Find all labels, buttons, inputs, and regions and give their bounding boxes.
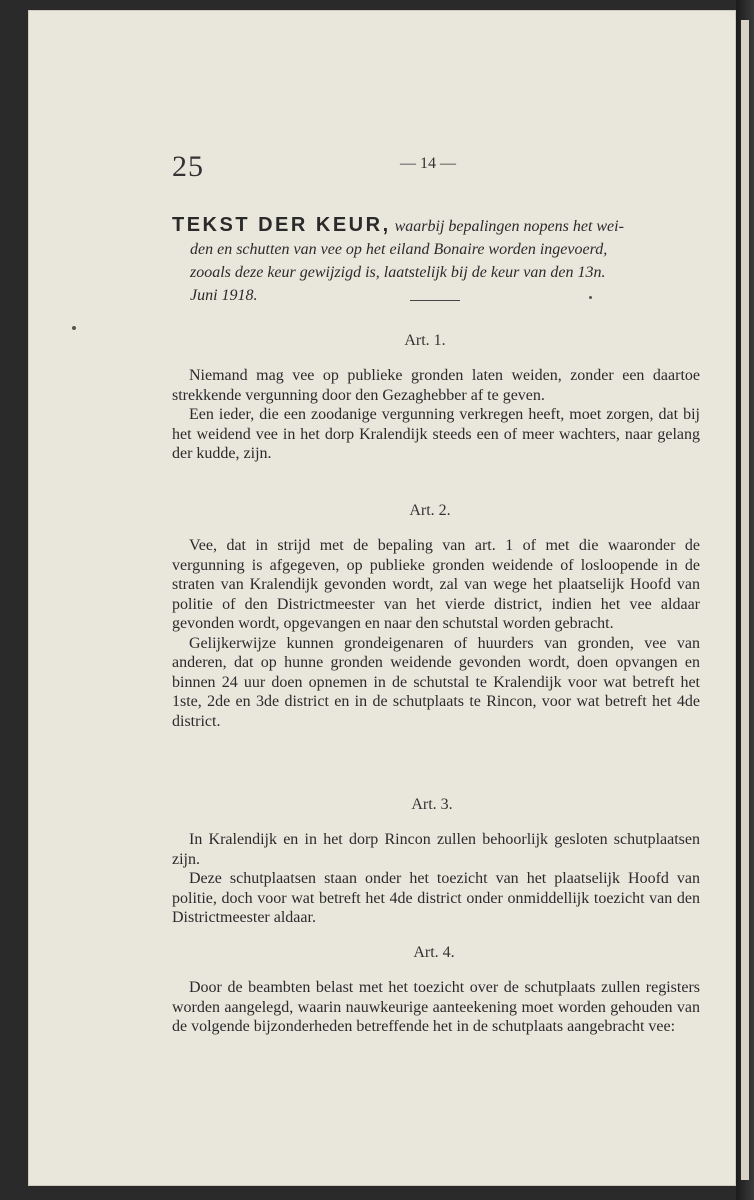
article-body bbox=[172, 536, 700, 731]
speck-mark bbox=[72, 326, 76, 330]
article-heading: Art. 4. bbox=[413, 944, 455, 961]
adjacent-page-edge bbox=[741, 20, 749, 1180]
title-line: waarbij bepalingen nopens het wei- bbox=[394, 218, 624, 235]
page-number: — 14 — bbox=[400, 155, 456, 172]
article-heading: Art. 3. bbox=[411, 796, 453, 813]
article-paragraph: Een ieder, die een zoodanige vergunning verkregen heeft, moet zorgen, dat bij het weidend vee in het dorp Kralendijk steeds een of meer wachters, naar gelang der kudde, zijn. bbox=[172, 406, 700, 462]
title-block bbox=[172, 214, 700, 307]
article-paragraph: Door de beambten belast met het toezicht over de schutplaats zullen registers worden aangelegd, waarin nauwkeurige aanteekening moet worden gehouden van de volgende bijzonderheden betreffende het in de schutplaats aangebracht vee: bbox=[172, 979, 700, 1035]
article-heading: Art. 1. bbox=[404, 332, 446, 349]
title-line: den en schutten van vee op het eiland Bonaire worden ingevoerd, bbox=[190, 241, 608, 258]
title-line: Juni 1918. bbox=[190, 287, 258, 304]
article-body bbox=[172, 978, 700, 1037]
article-body bbox=[172, 830, 700, 928]
article-paragraph: Gelijkerwijze kunnen grondeigenaren of huurders van gronden, vee van anderen, dat op hunne gronden weidende gevonden wordt, doen opvangen en binnen 24 uur doen opnemen in de schutstal te Kralendijk voor wat betreft het 1ste, 2de en 3de district en in de schutplaats te Rincon, voor wat betreft het 4de district. bbox=[172, 634, 700, 730]
title-heading: TEKST DER KEUR, bbox=[172, 214, 391, 236]
article-paragraph: Niemand mag vee op publieke gronden laten weiden, zonder een daartoe strekkende vergunning door den Gezaghebber af te geven. bbox=[172, 367, 700, 404]
marginal-number: 25 bbox=[172, 150, 204, 183]
separator-rule bbox=[410, 300, 460, 301]
title-line: zooals deze keur gewijzigd is, laatstelijk bij de keur van den 13n. bbox=[190, 264, 606, 281]
article-body bbox=[172, 366, 700, 464]
speck-mark bbox=[589, 296, 592, 299]
article-paragraph: In Kralendijk en in het dorp Rincon zullen behoorlijk gesloten schutplaatsen zijn. bbox=[172, 831, 700, 868]
article-heading: Art. 2. bbox=[409, 502, 451, 519]
article-paragraph: Vee, dat in strijd met de bepaling van art. 1 of met die waaronder de vergunning is afgegeven, op publieke gronden weidende of losloopende in de straten van Kralendijk gevonden wordt, zal van wege het plaatselijk Hoofd van politie of den Districtmeester van het vierde district, indien het vee aldaar gevonden wordt, opgevangen en naar den schutstal worden gebracht. bbox=[172, 537, 700, 632]
article-paragraph: Deze schutplaatsen staan onder het toezicht van het plaatselijk Hoofd van politie, doch voor wat betreft het 4de district onder onmiddellijk toezicht van den Districtmeester aldaar. bbox=[172, 870, 700, 926]
